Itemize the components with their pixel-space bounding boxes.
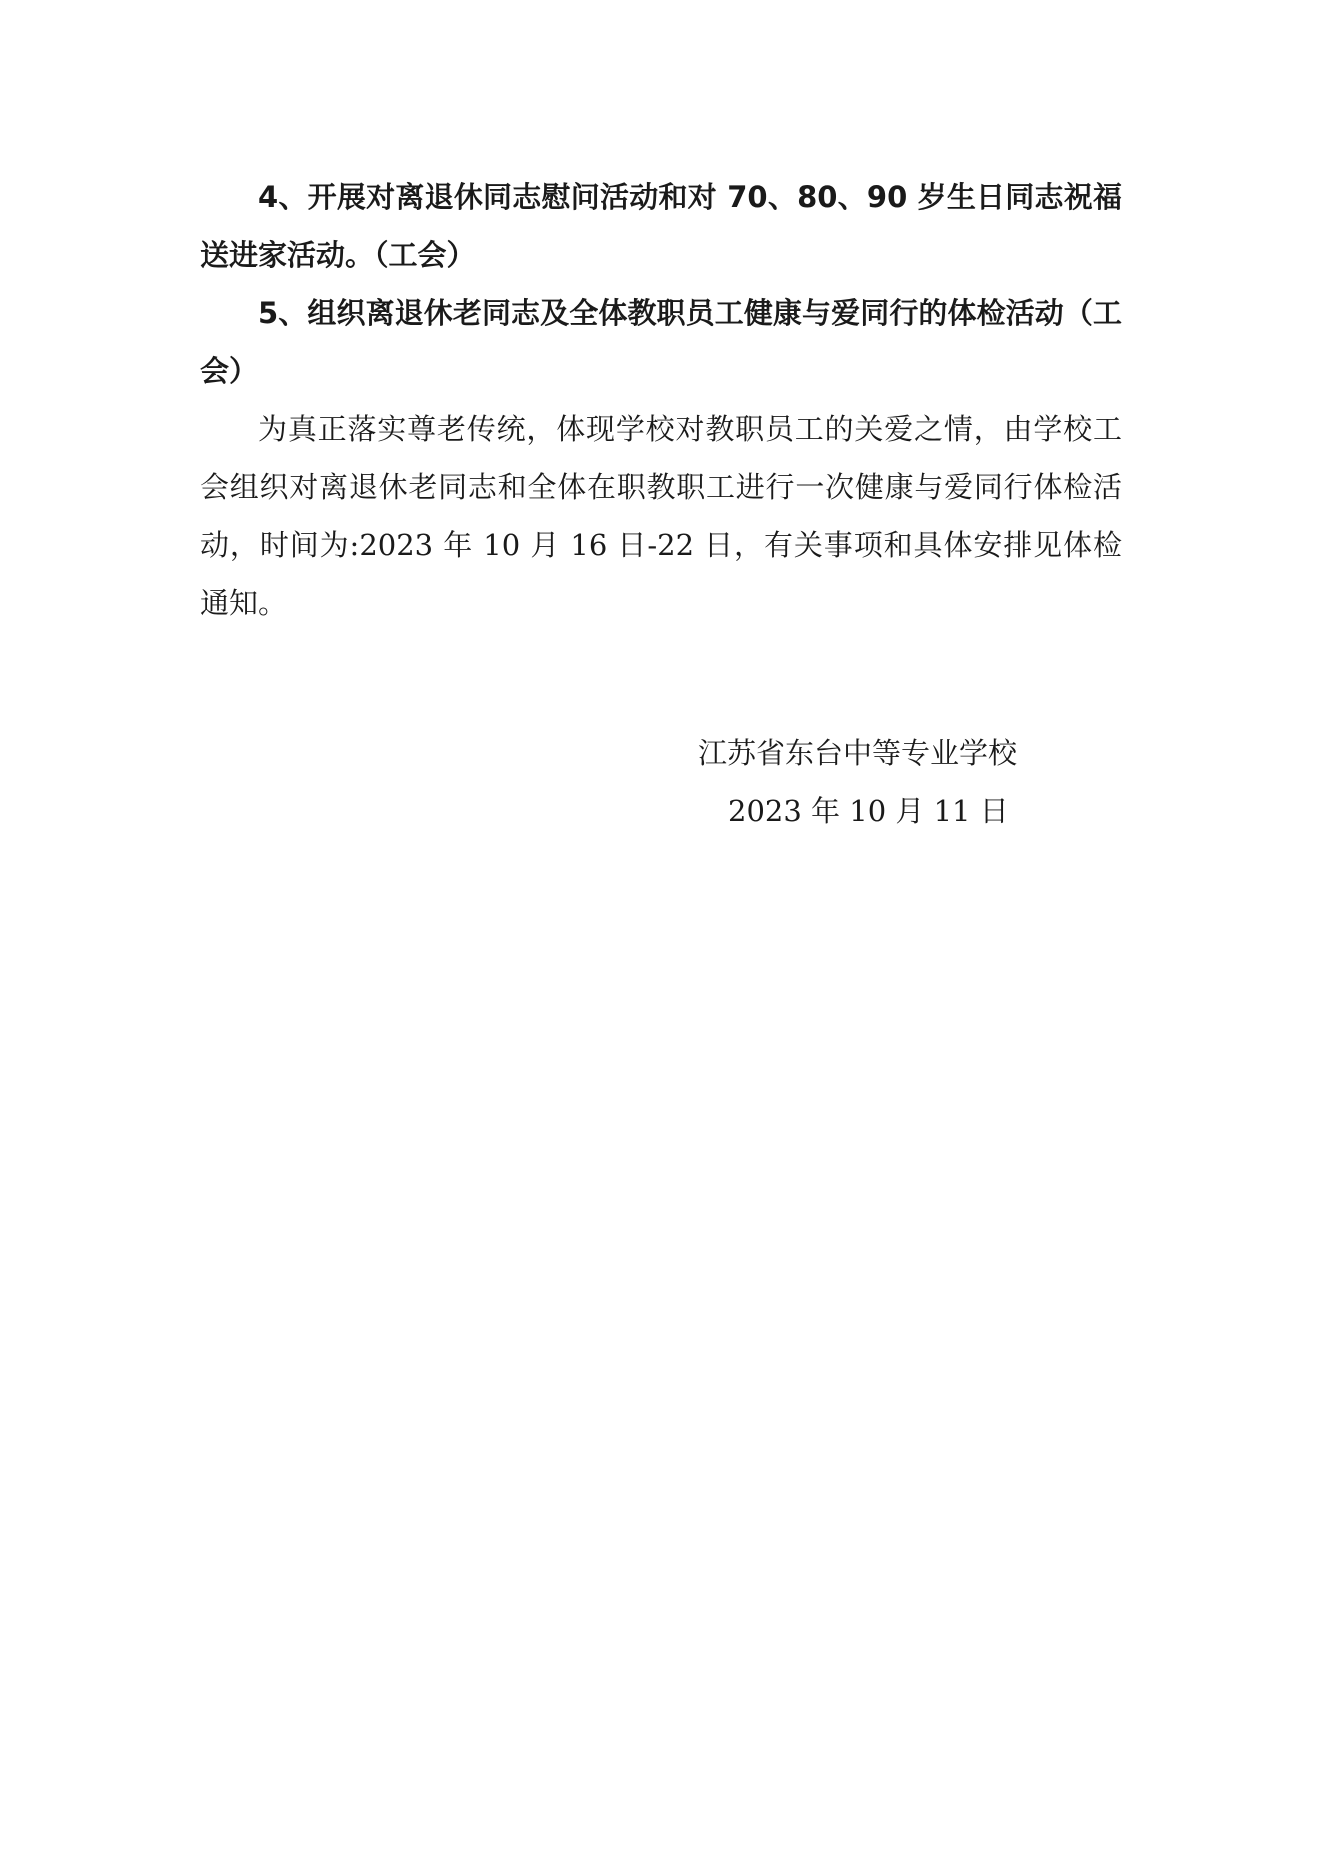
signature-date: 2023 年 10 月 11 日 [728, 794, 1009, 828]
item-4-paragraph: 4、开展对离退休同志慰问活动和对 70、80、90 岁生日同志祝福送进家活动。（工会） [200, 180, 1122, 272]
document-body [200, 168, 1122, 632]
description-paragraph: 为真正落实尊老传统，体现学校对教职员工的关爱之情，由学校工会组织对离退休老同志和全体在职教职工进行一次健康与爱同行体检活动，时间为:2023 年 10 月 16 日-22 日，有关事项和具体安排见体检通知。 [200, 412, 1122, 620]
signature-organization: 江苏省东台中等专业学校 [698, 736, 1018, 770]
item-5-paragraph: 5、组织离退休老同志及全体教职员工健康与爱同行的体检活动（工会） [200, 296, 1122, 388]
signature-block [698, 724, 1017, 840]
